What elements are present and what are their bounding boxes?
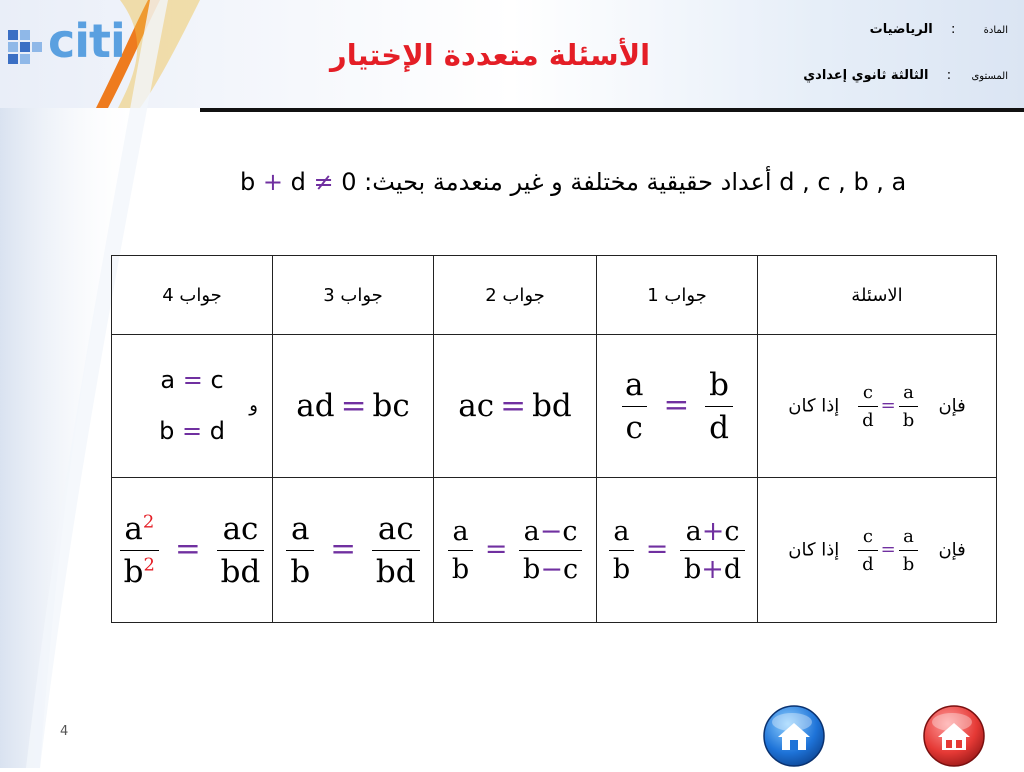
fraction <box>372 511 420 590</box>
q-expr <box>852 381 918 431</box>
operator: + <box>701 553 724 585</box>
denominator <box>120 550 159 590</box>
condition <box>240 168 364 196</box>
fraction <box>705 367 733 446</box>
subject-separator: : <box>950 22 956 37</box>
a2-left: ac <box>458 388 495 424</box>
a3-right: bc <box>372 388 410 424</box>
a1-eq: = <box>663 386 690 423</box>
header-divider <box>200 108 1024 112</box>
numerator <box>520 516 582 550</box>
denominator <box>680 550 745 585</box>
cond-b: b <box>240 168 256 196</box>
denominator: b <box>899 406 919 431</box>
a4-and: و <box>249 395 258 417</box>
row2-answer-4[interactable] <box>112 478 273 623</box>
cond-neq: ≠ <box>313 168 334 196</box>
home-red-icon <box>922 704 986 768</box>
level-separator: : <box>946 68 952 83</box>
row1-answer-4[interactable] <box>112 335 273 478</box>
exponent: 2 <box>142 511 155 533</box>
home-button[interactable] <box>762 704 826 768</box>
denominator: b <box>448 550 473 585</box>
fraction <box>448 516 473 585</box>
header-answer-4: جواب 4 <box>112 256 273 335</box>
row1-answer-1[interactable] <box>597 335 758 478</box>
fraction <box>120 511 159 590</box>
q-eq: = <box>880 395 896 416</box>
a4-eq: = <box>174 530 201 567</box>
header-answer-1: جواب 1 <box>597 256 758 335</box>
term: c <box>562 515 578 547</box>
page-number: 4 <box>60 724 69 739</box>
numerator: c <box>862 525 873 547</box>
logo-mark-icon <box>6 18 46 70</box>
numerator <box>120 511 158 550</box>
page-title: الأسئلة متعددة الإختيار <box>330 38 651 72</box>
denominator: d <box>858 550 878 575</box>
a1-eq: = <box>645 533 669 565</box>
numerator: a <box>613 515 630 547</box>
header-answer-3: جواب 3 <box>273 256 434 335</box>
operator: − <box>540 553 563 585</box>
statement-text: أعداد حقيقية مختلفة و غير منعدمة بحيث: <box>364 168 772 196</box>
cond-plus: + <box>262 168 283 196</box>
row2-answer-3[interactable] <box>273 478 434 623</box>
table-row <box>112 335 997 478</box>
a4-l1: a <box>160 366 176 395</box>
statement-vars: d , c , b , a <box>779 168 907 196</box>
numerator: a <box>903 525 914 547</box>
numerator: c <box>862 381 873 403</box>
q-if: إذا كان <box>788 539 840 560</box>
denominator: c <box>622 406 647 446</box>
table-header-row <box>112 256 997 335</box>
q-eq: = <box>880 539 896 560</box>
subject-line <box>860 22 1008 37</box>
term: a <box>685 515 702 547</box>
header-answer-2: جواب 2 <box>434 256 597 335</box>
denominator: bd <box>217 550 265 590</box>
numerator: ac <box>377 510 414 547</box>
fraction <box>621 367 647 446</box>
fraction <box>858 526 878 575</box>
fraction <box>899 382 919 431</box>
term: b <box>683 553 702 585</box>
subject-label: المادة <box>983 25 1008 36</box>
base-a: a <box>124 510 143 547</box>
denominator: bd <box>372 550 420 590</box>
a4-r2: d <box>209 416 225 445</box>
a2-eq: = <box>484 533 508 565</box>
numerator <box>682 516 744 550</box>
fraction <box>519 516 582 585</box>
a4-r1: c <box>210 366 224 395</box>
home-icon <box>762 704 826 768</box>
term: d <box>723 553 742 585</box>
fraction <box>217 511 265 590</box>
logo-text: citi <box>48 14 125 68</box>
numerator: ac <box>222 510 259 547</box>
a4-eq2: = <box>181 416 203 445</box>
operator: + <box>701 515 725 547</box>
a4-l2: b <box>159 416 175 445</box>
numerator: a <box>624 366 644 403</box>
base-b: b <box>123 553 144 590</box>
term: b <box>523 553 541 585</box>
row1-a4-expr <box>112 366 272 445</box>
denominator: d <box>705 406 733 446</box>
q-then: فإن <box>938 395 966 416</box>
exit-button[interactable] <box>922 704 986 768</box>
denominator <box>519 550 582 585</box>
term: c <box>724 515 740 547</box>
denominator: b <box>609 550 634 585</box>
row2-question <box>758 478 997 623</box>
denominator: b <box>899 550 919 575</box>
row2-answer-1[interactable] <box>597 478 758 623</box>
numerator: a <box>452 515 469 547</box>
level-line <box>800 68 1008 83</box>
level-value: الثالثة ثانوي إعدادي <box>803 68 929 83</box>
a3-left: ad <box>296 388 335 424</box>
fraction <box>286 511 314 590</box>
q-then: فإن <box>938 539 966 560</box>
a3-eq: = <box>340 388 367 424</box>
q-if: إذا كان <box>788 395 840 416</box>
a4-eq1: = <box>182 366 203 395</box>
cond-zero: 0 <box>341 168 357 196</box>
term: c <box>562 553 579 585</box>
fraction <box>858 382 878 431</box>
numerator: a <box>903 381 914 403</box>
level-label: المستوى <box>971 71 1008 82</box>
subject-value: الرياضيات <box>869 22 933 37</box>
a3-eq: = <box>330 530 357 567</box>
row1-answer-2[interactable] <box>434 335 597 478</box>
fraction <box>899 526 919 575</box>
denominator: b <box>286 550 314 590</box>
numerator: a <box>291 510 310 547</box>
header-questions: الاسئلة <box>758 256 997 335</box>
problem-statement <box>240 168 974 196</box>
numerator: b <box>709 366 730 403</box>
a2-right: bd <box>532 388 572 424</box>
fraction <box>609 516 634 585</box>
questions-table <box>111 255 997 623</box>
q-expr <box>852 525 918 575</box>
row1-answer-3[interactable] <box>273 335 434 478</box>
operator: − <box>539 515 563 547</box>
exponent: 2 <box>143 554 155 576</box>
fraction <box>680 516 745 585</box>
denominator: d <box>858 406 878 431</box>
row2-answer-2[interactable] <box>434 478 597 623</box>
row1-question <box>758 335 997 478</box>
cond-d: d <box>290 168 306 196</box>
table-row <box>112 478 997 623</box>
a2-eq: = <box>500 388 527 424</box>
term: a <box>523 515 540 547</box>
